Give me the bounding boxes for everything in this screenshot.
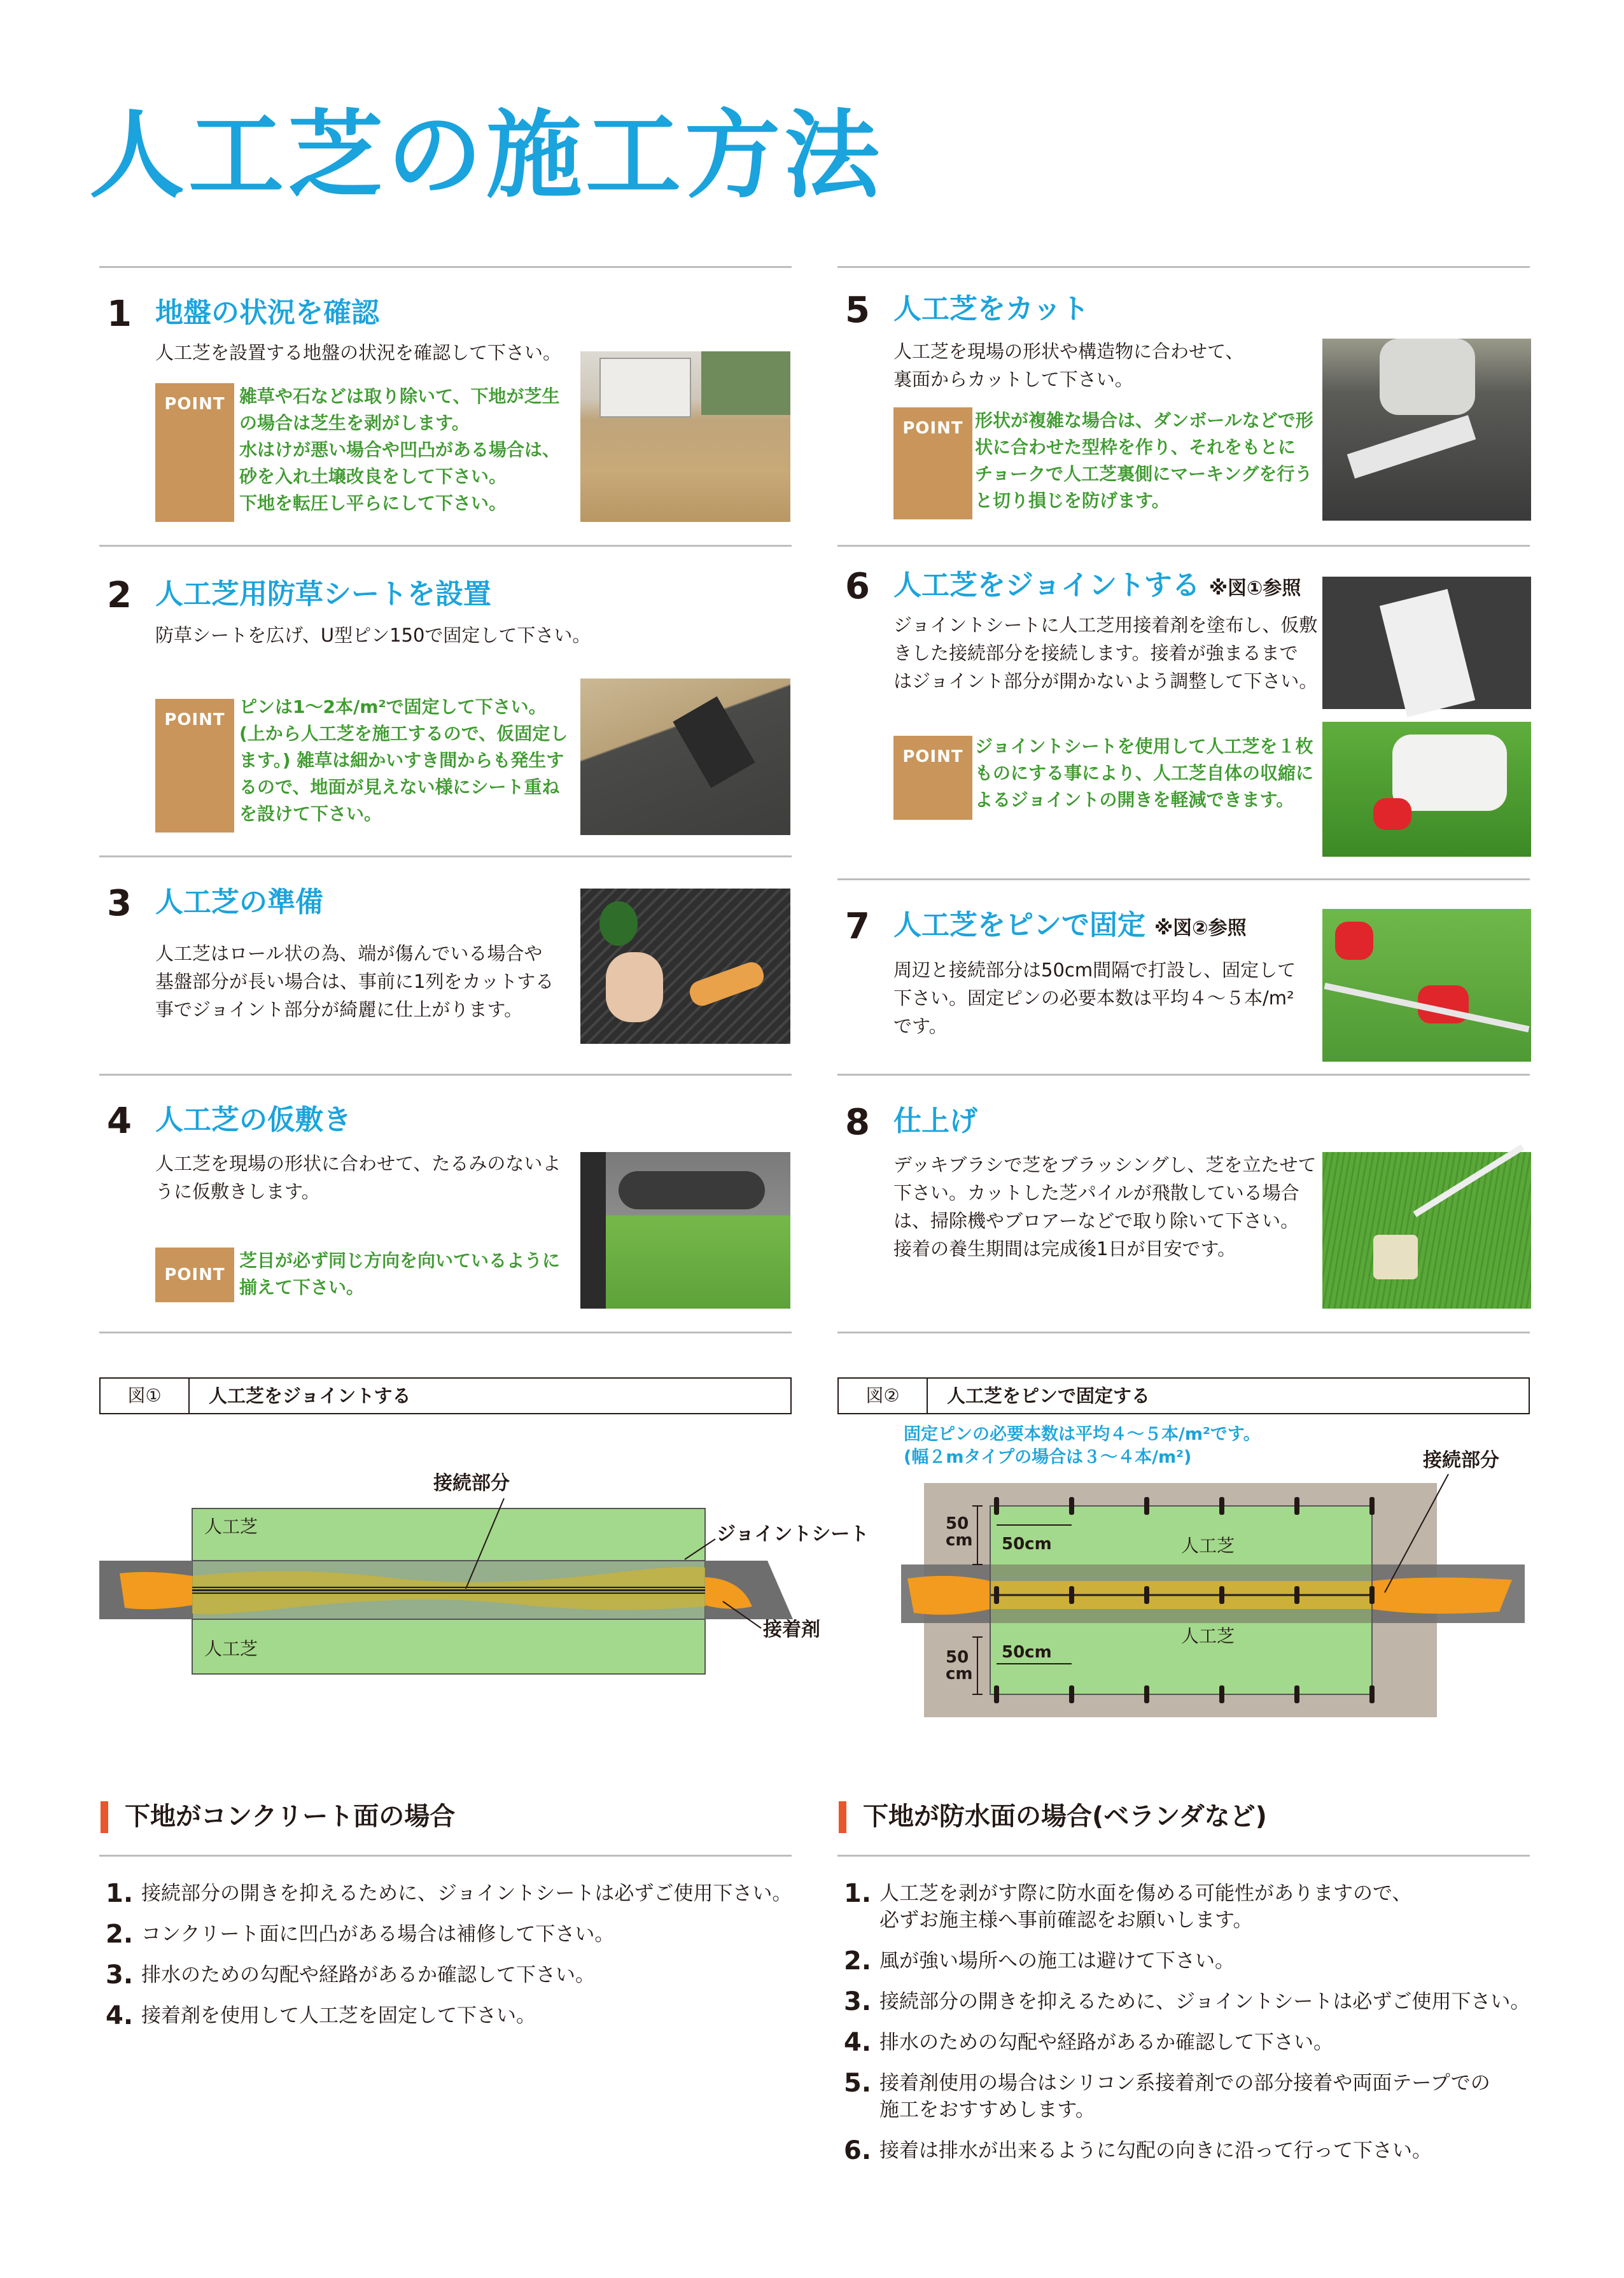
point-badge: POINT xyxy=(155,383,234,522)
pin-note-line: (幅２mタイプの場合は３〜４本/m²) xyxy=(904,1447,1192,1467)
concrete-heading xyxy=(125,1804,455,1829)
sheet-callout: ジョイントシート xyxy=(717,1523,869,1545)
pin-marker xyxy=(1144,1685,1149,1703)
list-item: 4. 接着剤を使用して人工芝を固定して下さい。 xyxy=(106,2001,536,2030)
point-text: ジョイントシートを使用して人工芝を１枚 ものにする事により、人工芝自体の収縮に よるジョイントの開きを軽減できます。 xyxy=(975,736,1314,810)
point-text: 芝目が必ず同じ方向を向いているように 揃えて下さい。 xyxy=(239,1250,561,1298)
step-number: 7 xyxy=(845,906,870,947)
pin-marker xyxy=(1219,1586,1224,1604)
step-description: 周辺と接続部分は50cm間隔で打設し、固定して 下さい。固定ピンの必要本数は平均４〜５本/m² です。 xyxy=(893,959,1296,1037)
adhesive-left xyxy=(120,1572,192,1610)
list-item: 1. 人工芝を剥がす際に防水面を傷める可能性がありますので、 必ずお施主様へ事前確認をお願いします。 xyxy=(844,1879,1412,1932)
step-description: 人工芝を現場の形状に合わせて、たるみのないよ うに仮敷きします。 xyxy=(155,1153,561,1202)
pin-marker xyxy=(1219,1497,1224,1515)
heading-bar xyxy=(101,1801,108,1833)
glue-photo xyxy=(1322,577,1531,709)
dim-label: cm xyxy=(946,1531,973,1550)
figure-reference: ※図②参照 xyxy=(1154,917,1247,939)
waterproof-list xyxy=(844,1880,1537,2178)
point-text: ピンは1〜2本/m²で固定して下さい。 (上から人工芝を施工するので、仮固定し ます。) 雑草は細かいすき間からも発生す るので、地面が見えない様にシート重ね を設けて下さい。 xyxy=(239,696,568,824)
divider xyxy=(837,545,1530,547)
dim-label: cm xyxy=(946,1664,973,1684)
joint-callout: 接続部分 xyxy=(433,1472,510,1494)
step-description: デッキブラシで芝をブラッシングし、芝を立たせて 下さい。カットした芝パイルが飛散している場合 は、掃除機やブロアーなどで取り除いて下さい。 接着の養生期間は完成後1日が目安です。 xyxy=(893,1154,1317,1260)
step-title: 人工芝をカット xyxy=(893,293,1089,325)
waterproof-heading xyxy=(863,1804,1267,1829)
page-title: 人工芝の施工方法 xyxy=(89,101,884,211)
grass-bottom-label: 人工芝 xyxy=(204,1638,258,1659)
figure-number: 図① xyxy=(101,1379,190,1413)
pin-marker xyxy=(1144,1586,1149,1604)
joint-diagram xyxy=(99,1426,869,1693)
step-title-text: 人工芝をジョイントする xyxy=(893,569,1200,601)
joint-photo xyxy=(1322,722,1531,857)
list-item: 3. 排水のための勾配や経路があるか確認して下さい。 xyxy=(106,1960,595,1990)
step-description: 人工芝を設置する地盤の状況を確認して下さい。 xyxy=(155,342,562,363)
point-badge: POINT xyxy=(893,736,972,820)
figure-title: 人工芝をピンで固定する xyxy=(947,1385,1151,1407)
step-title: 仕上げ xyxy=(893,1105,977,1137)
heading-text: 下地がコンクリート面の場合 xyxy=(125,1802,456,1831)
figure-2-header xyxy=(837,1377,1530,1414)
cutting-photo xyxy=(580,889,790,1044)
pin-marker xyxy=(1369,1586,1375,1604)
sheet-photo xyxy=(580,678,790,835)
figure-number: 図② xyxy=(839,1379,928,1413)
step-title: 人工芝の準備 xyxy=(155,886,323,918)
dim-label: 50cm xyxy=(1002,1643,1052,1662)
step-number: 2 xyxy=(107,575,132,616)
divider xyxy=(837,1332,1530,1333)
divider xyxy=(837,1074,1530,1076)
step-number: 8 xyxy=(845,1102,870,1143)
heading-bar xyxy=(839,1801,846,1833)
joint-callout: 接続部分 xyxy=(1423,1449,1499,1472)
pin-marker xyxy=(1369,1685,1375,1703)
pin-marker xyxy=(1069,1586,1074,1604)
step-description: 防草シートを広げ、U型ピン150で固定して下さい。 xyxy=(155,624,591,646)
divider xyxy=(99,1855,792,1857)
dim-label: 50cm xyxy=(1002,1535,1052,1554)
point-text: 雑草や石などは取り除いて、下地が芝生 の場合は芝生を剥がします。 水はけが悪い場合や凹凸がある場合は、 砂を入れ土壌改良をして下さい。 下地を転圧し平らにして下さい。 xyxy=(239,386,561,514)
list-item: 1. 接続部分の開きを抑えるために、ジョイントシートは必ずご使用下さい。 xyxy=(106,1879,792,1908)
pin-marker xyxy=(994,1685,999,1703)
step-number: 1 xyxy=(107,293,132,335)
laying-photo xyxy=(580,1152,790,1309)
cut-photo xyxy=(1322,339,1531,521)
step-number: 4 xyxy=(107,1100,132,1142)
list-item: 2. コンクリート面に凹凸がある場合は補修して下さい。 xyxy=(106,1920,615,1949)
step-title-text: 人工芝をピンで固定 xyxy=(893,909,1145,941)
step-number: 6 xyxy=(845,566,870,607)
list-item: 3. 接続部分の開きを抑えるために、ジョイントシートは必ずご使用下さい。 xyxy=(844,1987,1530,2016)
figure-reference: ※図①参照 xyxy=(1208,577,1301,600)
grass-top-label: 人工芝 xyxy=(1181,1535,1235,1556)
step-description: ジョイントシートに人工芝用接着剤を塗布し、仮敷 きした接続部分を接続します。接着が強まるまで はジョイント部分が開かないよう調整して下さい。 xyxy=(893,614,1318,692)
dim-label: 50 xyxy=(946,1648,969,1667)
point-badge: POINT xyxy=(155,1248,234,1302)
pin-note-line: 固定ピンの必要本数は平均４〜５本/m²です。 xyxy=(904,1424,1261,1444)
step-title: 人工芝用防草シートを設置 xyxy=(155,578,491,610)
ground-photo xyxy=(580,351,790,522)
figure-title: 人工芝をジョイントする xyxy=(209,1385,411,1407)
divider xyxy=(99,266,792,268)
grass-bottom-label: 人工芝 xyxy=(1181,1626,1235,1647)
brush-photo xyxy=(1322,1152,1531,1309)
pin-marker xyxy=(1294,1685,1299,1703)
step-number: 3 xyxy=(107,883,132,924)
step-number: 5 xyxy=(845,290,870,331)
point-badge: POINT xyxy=(893,407,972,519)
point-text: 形状が複雑な場合は、ダンボールなどで形 状に合わせた型枠を作り、それをもとに チョークで人工芝裏側にマーキングを行う と切り損じを防げます。 xyxy=(975,410,1313,511)
pin-marker xyxy=(1144,1497,1149,1515)
step-title xyxy=(893,911,1247,939)
pin-marker xyxy=(1069,1497,1074,1515)
dim-label: 50 xyxy=(946,1514,969,1533)
step-title: 地盤の状況を確認 xyxy=(155,297,379,329)
pin-marker xyxy=(1219,1685,1224,1703)
list-item: 5. 接着剤使用の場合はシリコン系接着剤での部分接着や両面テープでの 施工をおすすめします。 xyxy=(844,2069,1490,2121)
grass-top-label: 人工芝 xyxy=(204,1516,258,1537)
pin-marker xyxy=(994,1497,999,1515)
list-item: 4. 排水のための勾配や経路があるか確認して下さい。 xyxy=(844,2028,1333,2057)
heading-text: 下地が防水面の場合(ベランダなど) xyxy=(863,1802,1267,1831)
concrete-list xyxy=(106,1880,793,2043)
step-title xyxy=(893,569,1301,601)
list-item: 2. 風が強い場所への施工は避けて下さい。 xyxy=(844,1946,1235,1976)
divider xyxy=(837,878,1530,880)
pin-marker xyxy=(1294,1586,1299,1604)
step-title: 人工芝の仮敷き xyxy=(155,1104,351,1136)
pin-marker xyxy=(1294,1497,1299,1515)
divider xyxy=(837,266,1530,268)
point-badge: POINT xyxy=(155,699,234,833)
step-description: 人工芝を現場の形状や構造物に合わせて、 裏面からカットして下さい。 xyxy=(893,341,1244,390)
pin-diagram xyxy=(837,1445,1531,1725)
adhesive-callout: 接着剤 xyxy=(763,1619,820,1641)
step-description: 人工芝はロール状の為、端が傷んでいる場合や 基盤部分が長い場合は、事前に1列をカットする 事でジョイント部分が綺麗に仕上がります。 xyxy=(155,943,554,1020)
pin-marker xyxy=(994,1586,999,1604)
divider xyxy=(837,1855,1530,1857)
divider xyxy=(99,1074,792,1076)
pin-marker xyxy=(1369,1497,1375,1515)
pin-marker xyxy=(1069,1685,1074,1703)
divider xyxy=(99,855,792,857)
pin-photo xyxy=(1322,909,1531,1062)
divider xyxy=(99,545,792,547)
list-item: 6. 接着は排水が出来るように勾配の向きに沿って行って下さい。 xyxy=(844,2136,1432,2165)
figure-1-header xyxy=(99,1377,792,1414)
divider xyxy=(99,1332,792,1333)
